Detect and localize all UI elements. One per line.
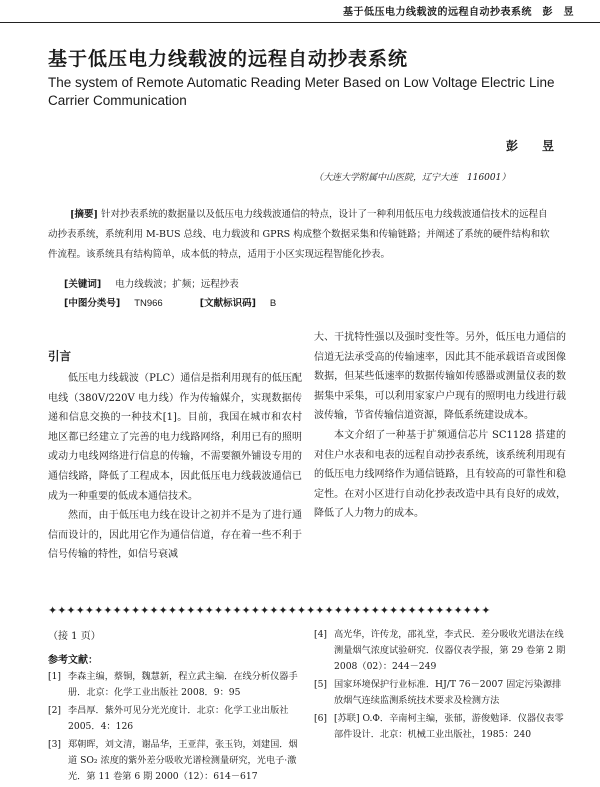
author: 彭 昱 bbox=[506, 139, 561, 153]
paragraph: 本文介绍了一种基于扩频通信芯片 SC1128 搭建的对住户水表和电表的远程自动抄表系统，该系统利用现有的低压电力线网络作为通信链路，且有较高的可靠性和稳定性。在对小区进行自动化抄表改造中具有良好的成效，降低了人力物力的成本。 bbox=[314, 429, 566, 520]
references-left bbox=[48, 669, 304, 787]
keywords-label: [关键词] bbox=[64, 279, 102, 290]
doc-code-label: [文献标识码] bbox=[199, 298, 256, 309]
reference-item: [2] 李昌厚．紫外可见分光光度计．北京：化学工业出版社 2005．4：126 bbox=[48, 705, 289, 732]
keywords-text: 电力线载波；扩频；远程抄表 bbox=[115, 279, 239, 290]
paper-title-cn: 基于低压电力线载波的远程自动抄表系统 bbox=[48, 48, 409, 70]
abstract-text: 针对抄表系统的数据量以及低压电力线载波通信的特点，设计了一种利用低压电力线载波通信技术的远程自动抄表系统，系统利用 M-BUS 总线、电力载波和 GPRS 构成整个数据采集和传输链路；并阐述了系统的硬件结构和软件流程。该系统具有结构简单，成本低的特点，适用于小区实现远程智能化抄表。 bbox=[48, 209, 550, 260]
paragraph: 低压电力线载波（PLC）通信是指利用现有的低压配电线（380V/220V 电力线）作为传输媒介，实现数据传递和信息交换的一种技术[1]。目前，我国在城市和农村地区都已经建立了完善的电力线路网络，利用已有的照明或动力电线网络进行信息的传输，不需要额外铺设专用的通信线路，降低了工程成本，因此低压电力线载波通信已成为一种重要的低成本通信技术。 bbox=[48, 373, 302, 502]
affiliation: （大连大学附属中山医院，辽宁大连 116001） bbox=[314, 173, 511, 183]
paper-title-en: The system of Remote Automatic Reading Meter Based on Low Voltage Electric Line Carrier Communication bbox=[48, 75, 555, 108]
reference-item: [4] 高光华，许传龙，邵礼堂，李式民．差分吸收光谱法在线测量烟气浓度试验研究．仪器仪表学报，第 29 卷第 2 期 2008（02）：244－249 bbox=[314, 629, 566, 672]
abstract-label: [摘要] bbox=[70, 209, 98, 220]
continued-note: （接 1 页） bbox=[48, 631, 101, 642]
reference-item: [6] [苏联] O.Φ．辛南柯主编，张郁，游俊勉译．仪器仪表零部件设计．北京：机械工业出版社，1985：240 bbox=[314, 713, 564, 740]
body-right-column bbox=[314, 328, 566, 524]
reference-item: [1] 李森主编，蔡铜，魏慧新，程立武主编．在线分析仪器手册．北京：化学工业出版社 2008．9：95 bbox=[48, 671, 298, 698]
keywords-block bbox=[64, 275, 276, 313]
section-heading-intro: 引言 bbox=[48, 349, 71, 363]
references-right bbox=[314, 627, 566, 745]
references-heading: 参考文献： bbox=[48, 655, 98, 666]
clc-label: [中图分类号] bbox=[64, 298, 121, 309]
doc-code-value: B bbox=[269, 298, 277, 309]
paragraph: 大、干扰特性强以及强时变性等。另外，低压电力通信的信道无法承受高的传输速率，因此其不能承载语音或图像数据，但某些低速率的数据传输如传感器或测量仪表的数据集中采集，可以利用家家户户现有的照明电力线进行载波传输，节省传输信道资源，降低系统建设成本。 bbox=[314, 332, 566, 422]
reference-item: [5] 国家环境保护行业标准．HJ/T 76－2007 固定污染源排放烟气连续监测系统技术要求及检测方法 bbox=[314, 679, 562, 706]
abstract bbox=[48, 205, 556, 265]
paragraph: 然而，由于低压电力线在设计之初并不是为了进行通信而设计的，因此用它作为通信信道，存在着一些不利于信号传输的特性，如信号衰减 bbox=[48, 510, 302, 561]
clc-value: TN966 bbox=[134, 298, 163, 309]
running-header bbox=[0, 0, 600, 23]
body-left-column bbox=[48, 369, 302, 565]
reference-item: [3] 郑朝晖，刘文清，谢品华，王亚萍，张玉钧，刘建国．烟道 SO₂ 浓度的紫外差分吸收光谱检测量研究，光电子·激光．第 11 卷第 6 期 2000（12）：614－617 bbox=[48, 739, 298, 782]
ornament-divider: ✦✦✦✦✦✦✦✦✦✦✦✦✦✦✦✦✦✦✦✦✦✦✦✦✦✦✦✦✦✦✦✦✦✦✦✦✦✦✦✦✦✦✦✦✦✦✦✦ bbox=[48, 604, 491, 617]
running-title: 基于低压电力线载波的远程自动抄表系统 彭 昱 bbox=[343, 7, 574, 18]
